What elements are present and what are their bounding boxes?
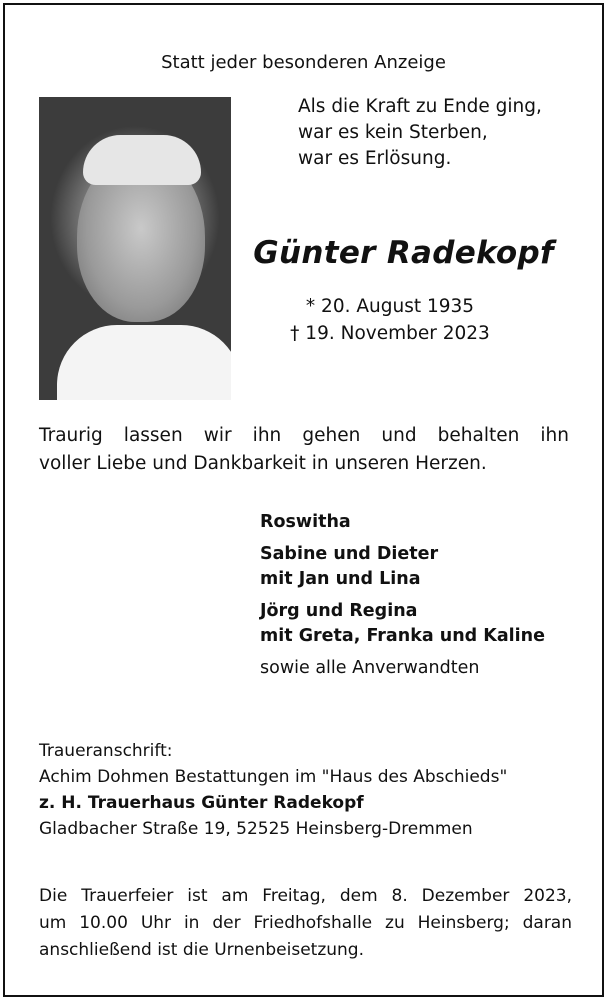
death-date: † 19. November 2023	[290, 323, 490, 344]
intro-line: Traurig lassen wir ihn gehen und behalten ihn	[39, 425, 569, 446]
life-dates	[235, 293, 545, 347]
portrait-hair	[83, 135, 201, 185]
family-member: Sabine und Dieter	[260, 544, 439, 564]
service-line: Die Trauerfeier ist am Freitag, dem 8. Dezember 2023,	[39, 886, 572, 906]
birth-date: * 20. August 1935	[305, 296, 475, 317]
address-line: Gladbacher Straße 19, 52525 Heinsberg-Dremmen	[39, 819, 473, 839]
poem-line: war es kein Sterben,	[298, 122, 488, 143]
address-line: Achim Dohmen Bestattungen im "Haus des Abschieds"	[39, 767, 508, 787]
service-line: um 10.00 Uhr in der Friedhofshalle zu Heinsberg; daran	[39, 913, 572, 933]
service-info	[39, 883, 572, 964]
deceased-name: Günter Radekopf	[253, 235, 554, 271]
poem	[298, 94, 542, 172]
obituary-card	[3, 3, 604, 997]
family-member: mit Greta, Franka und Kaline	[260, 626, 545, 646]
intro-text	[39, 422, 569, 478]
family-member: mit Jan und Lina	[260, 569, 421, 589]
family-relatives: sowie alle Anverwandten	[260, 658, 480, 678]
family-member: Jörg und Regina	[260, 601, 418, 621]
family-list	[260, 510, 545, 681]
family-member: Roswitha	[260, 512, 351, 532]
intro-line: voller Liebe und Dankbarkeit in unseren Herzen.	[39, 453, 487, 474]
portrait-shirt	[57, 325, 231, 400]
header-text: Statt jeder besonderen Anzeige	[161, 52, 446, 73]
poem-line: Als die Kraft zu Ende ging,	[298, 96, 542, 117]
mourning-address	[39, 738, 507, 842]
portrait-photo	[39, 97, 231, 400]
poem-line: war es Erlösung.	[298, 148, 452, 169]
address-line: z. H. Trauerhaus Günter Radekopf	[39, 793, 364, 813]
address-label: Traueranschrift:	[39, 741, 173, 761]
service-line: anschließend ist die Urnenbeisetzung.	[39, 940, 365, 960]
